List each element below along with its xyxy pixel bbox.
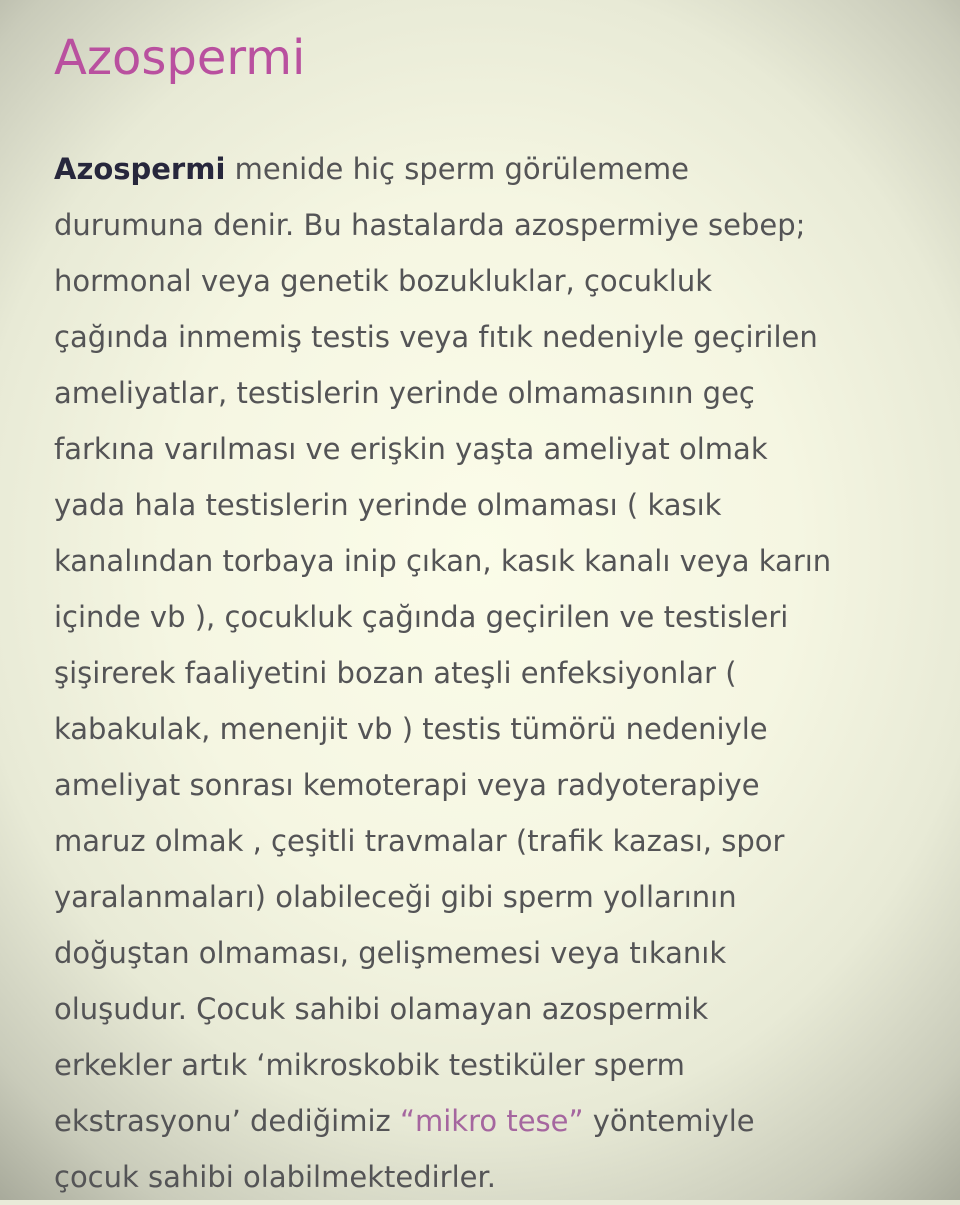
paragraph-line: kanalından torbaya inip çıkan, kasık kanalı veya karın <box>54 544 832 578</box>
paragraph-line: çocuk sahibi olabilmektedirler. <box>54 1160 496 1194</box>
paragraph-line: durumuna denir. Bu hastalarda azospermiye sebep; <box>54 208 806 242</box>
article-paragraph <box>54 141 934 1205</box>
paragraph-line <box>54 141 934 197</box>
paragraph-line: şişirerek faaliyetini bozan ateşli enfeksiyonlar ( <box>54 656 737 690</box>
line-text: yöntemiyle <box>583 1104 755 1138</box>
paragraph-line: içinde vb ), çocukluk çağında geçirilen ve testisleri <box>54 600 789 634</box>
paragraph-line: maruz olmak , çeşitli travmalar (trafik kazası, spor <box>54 824 785 858</box>
paragraph-line: ameliyat sonrası kemoterapi veya radyoterapiye <box>54 768 760 802</box>
paragraph-line: kabakulak, menenjit vb ) testis tümörü nedeniyle <box>54 712 768 746</box>
line-text: menide hiç sperm görülememe <box>225 152 689 186</box>
paragraph-line: doğuştan olmaması, gelişmemesi veya tıkanık <box>54 936 727 970</box>
paragraph-line: oluşudur. Çocuk sahibi olamayan azospermik <box>54 992 709 1026</box>
paragraph-line: farkına varılması ve erişkin yaşta ameliyat olmak <box>54 432 768 466</box>
page-title: Azospermi <box>54 30 306 86</box>
paragraph-line: çağında inmemiş testis veya fıtık nedeniyle geçirilen <box>54 320 818 354</box>
paragraph-line: erkekler artık ‘mikroskobik testiküler sperm <box>54 1048 685 1082</box>
paragraph-line: yada hala testislerin yerinde olmaması ( kasık <box>54 488 722 522</box>
paragraph-line <box>54 1093 934 1149</box>
paragraph-line: hormonal veya genetik bozukluklar, çocukluk <box>54 264 713 298</box>
line-text: ekstrasyonu’ dediğimiz <box>54 1104 400 1138</box>
highlight-term: “mikro tese” <box>399 1104 584 1138</box>
bold-term: Azospermi <box>54 152 226 186</box>
paragraph-line: yaralanmaları) olabileceği gibi sperm yollarının <box>54 880 737 914</box>
paragraph-line: ameliyatlar, testislerin yerinde olmamasının geç <box>54 376 755 410</box>
